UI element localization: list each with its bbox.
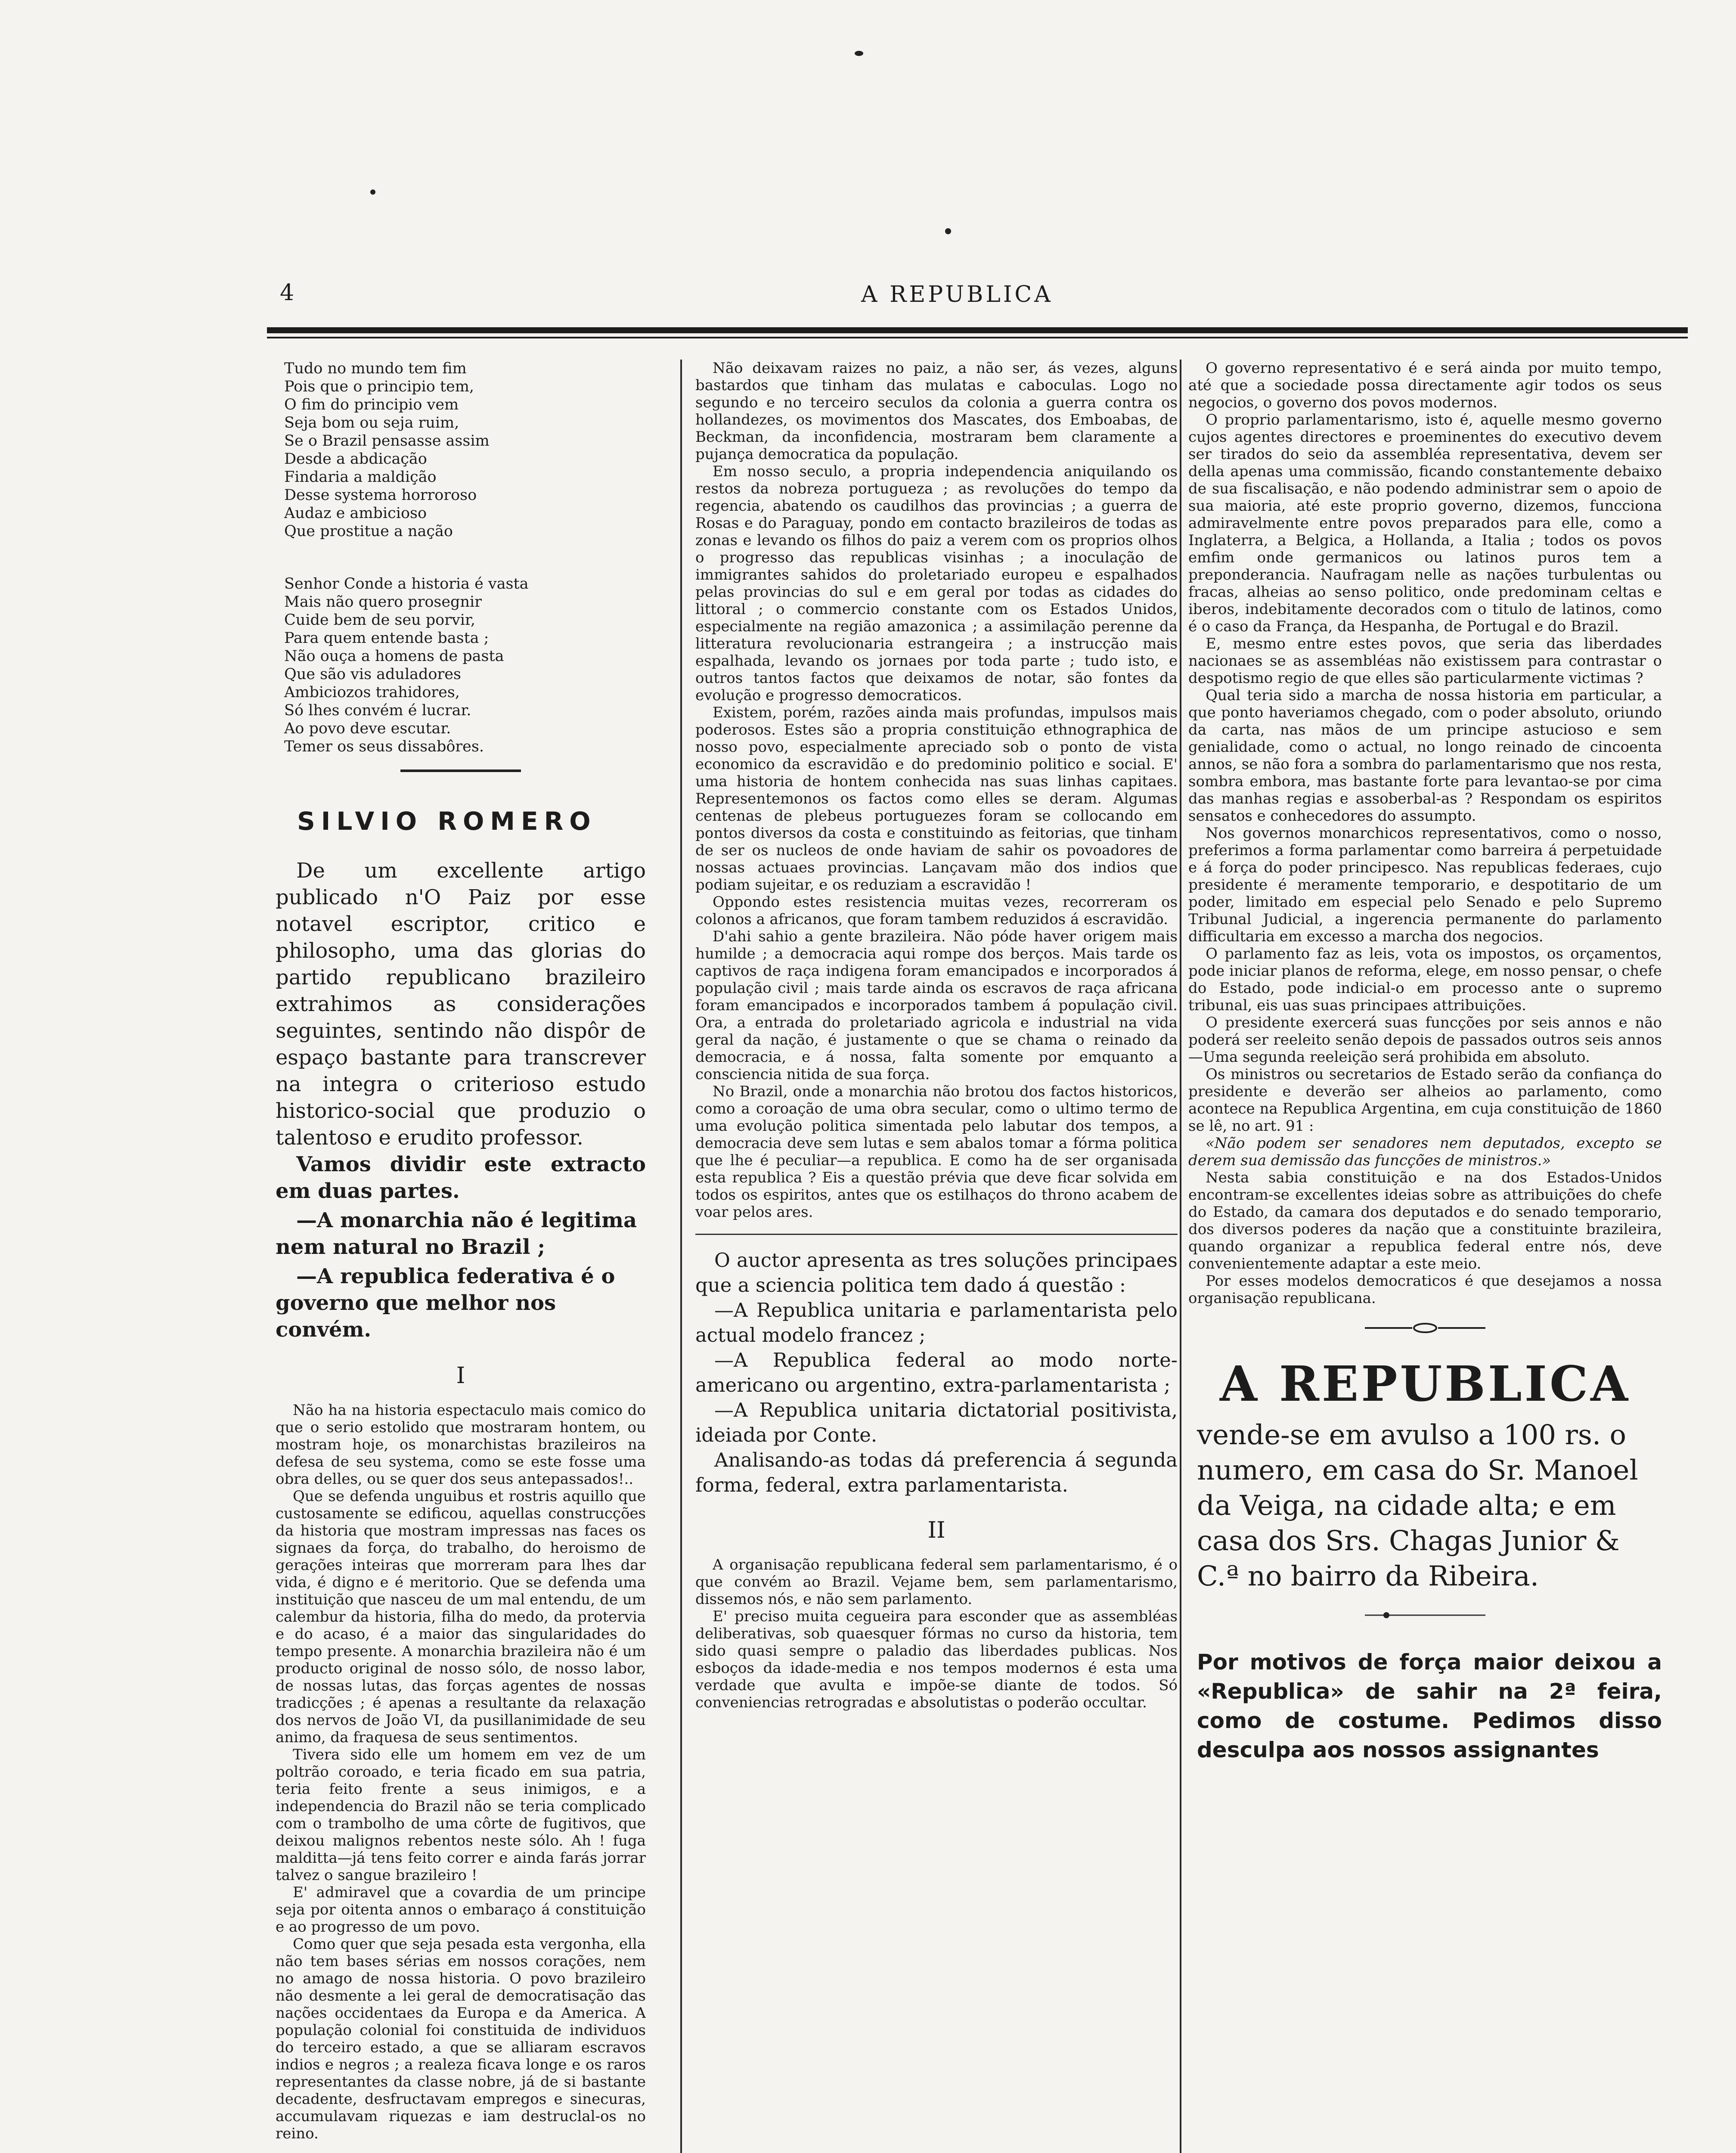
body-paragraph: E' admiravel que a covardia de um principe seja por oitenta annos o embaraço á constituição e ao progresso de um povo.	[276, 1884, 646, 1936]
solution-item: —A Republica federal ao modo norte-americano ou argentino, extra-parlamentarista ;	[695, 1349, 1178, 1396]
body-paragraph: Em nosso seculo, a propria independencia aniquilando os restos da nobreza portugueza ; as revoluções do tempo da regencia, abatendo os caudilhos das provincias ; a guerra de Rosas e do Paraguay, pondo em contacto brazileiros de todas as zonas e levando os filhos do paiz a verem com os proprios olhos o progresso das republicas visinhas ; a inoculação de immigrantes sahidos do proletariado europeu e espalhados pelas provincias do sul e em geral por todas as cidades do littoral ; o commercio constante com os Estados Unidos, especialmente na região amazonica ; a assimilação perenne da litteratura revolucionaria estrangeira ; a instrucção mais espalhada, levando os jornaes por toda parte ; tudo isto, e outros tantos factos que deixamos de notar, são fontes da evolução e progresso democraticos.	[695, 463, 1178, 704]
section-number: I	[456, 1363, 465, 1389]
header-rule	[267, 327, 1688, 333]
column-2	[695, 360, 1178, 2153]
poem-stanza: Tudo no mundo tem fim Pois que o principio tem, O fim do principio vem Seja bom ou seja ruim, Se o Brazil pensasse assim Desde a abdicação Findaria a maldição Desse systema horroroso Audaz e ambicioso Que prostitue a nação	[284, 360, 490, 540]
body-paragraph: Oppondo estes resistencia muitas vezes, recorreram os colonos a africanos, que foram tambem reduzidos á escravidão.	[695, 893, 1178, 928]
body-paragraph: Por esses modelos democraticos é que desejamos a nossa organisação republicana.	[1188, 1272, 1662, 1307]
article-intro: De um excellente artigo publicado n'O Paiz por esse notavel escriptor, critico e philosopho, uma das glorias do partido republicano brazileiro extrahimos as considerações seguintes, sentindo não dispôr de espaço bastante para transcrever na integra o criterioso estudo historico-social que produzio o talentoso e erudito professor.	[276, 859, 646, 1150]
article-author-heading: SILVIO ROMERO	[297, 807, 597, 836]
lead-paragraph: O auctor apresenta as tres soluções principaes que a sciencia politica tem dado á questão :	[695, 1249, 1178, 1297]
body-paragraph: E, mesmo entre estes povos, que seria das liberdades nacionaes se as assembléas não existissem para contrastar o despotismo regio de que elles são particularmente victimas ?	[1188, 635, 1662, 687]
body-paragraph: Qual teria sido a marcha de nossa historia em particular, a que ponto haveriamos chegado, com o poder absoluto, oriundo da carta, nas mãos de um principe astucioso e sem genialidade, como o actual, no longo reinado de cincoenta annos, se não fora a sombra do parlamentarismo que nos resta, sombra embora, mas bastante forte para levantao-se por cima das manhas regias e assoberbal-as ? Respondam os espiritos sensatos e conhecedores do assumpto.	[1188, 687, 1662, 825]
ink-speck	[945, 228, 951, 234]
body-paragraph: Existem, porém, razões ainda mais profundas, impulsos mais poderosos. Estes são a propria constituição ethnographica de nosso povo, especialmente apreciado sob o ponto de vista economico da escravidão e do predominio politico e social. E' uma historia de hontem conhecida nas suas linhas capitaes. Representemonos os factos como elles se deram. Algumas centenas de plebeus portuguezes foram se collocando em pontos diversos da costa e constituindo as feitorias, que tinham de ser os nucleos de onde haviam de sahir os povoadores de nossas actuaes provincias. Lançavam mão dos indios que podiam sujeitar, e os reduziam a escravidão !	[695, 704, 1178, 893]
ink-speck	[370, 189, 375, 195]
column-3	[1188, 360, 1662, 2153]
publisher-notice: Por motivos de força maior deixou a «Republica» de sahir na 2ª feira, como de costume. Pedimos disso desculpa aos nossos assignantes	[1197, 1650, 1662, 1762]
page-number: 4	[280, 280, 294, 306]
ornament-divider	[1188, 1606, 1662, 1626]
solution-item: —A Republica unitaria e parlamentarista pelo actual modelo francez ;	[695, 1299, 1178, 1346]
section-number: II	[927, 1517, 946, 1543]
body-paragraph: Que se defenda unguibus et rostris aquillo que custosamente se edificou, aquellas construcções da historia que mostram impressas nas faces os signaes da força, do trabalho, do heroismo de gerações inteiras que morreram para lhes dar vida, é digno e é meritorio. Que se defenda uma instituição que nasceu de um mal entendu, de um calembur da historia, filha do medo, da protervia e do acaso, é a maior das singularidades do tempo presente. A monarchia brazileira não é um producto original de nosso sólo, de nosso labor, de nossas lutas, das forças agentes de nossas tradicções ; é apenas a resultante da relaxação dos nervos de João VI, da pusillanimidade de seu animo, da fraquesa de seus sentimentos.	[276, 1488, 646, 1746]
solution-item: —A Republica unitaria dictatorial positivista, ideiada por Conte.	[695, 1399, 1178, 1446]
body-paragraph: Não deixavam raizes no paiz, a não ser, ás vezes, alguns bastardos que tinham das mulatas e caboculas. Logo no segundo e no terceiro seculos da colonia a guerra contra os hollandezes, os movimentos dos Mascates, dos Emboabas, de Beckman, da inconfidencia, mostraram bem claramente a pujança democratica da população.	[695, 360, 1178, 463]
advertisement-title: A REPUBLICA	[1219, 1356, 1631, 1412]
column-divider	[1180, 360, 1181, 2153]
advertisement-text: vende-se em avulso a 100 rs. o numero, em casa do Sr. Manoel da Veiga, na cidade alta; e em casa dos Srs. Chagas Junior & C.ª no bairro da Ribeira.	[1197, 1419, 1638, 1592]
column-1	[276, 360, 646, 2153]
constitution-quote: «Não podem ser senadores nem deputados, excepto se derem sua demissão das funcções de ministros.»	[1188, 1135, 1662, 1169]
thesis-item: —A monarchia não é legitima nem natural no Brazil ;	[276, 1208, 637, 1259]
ornament-icon	[1361, 1322, 1490, 1334]
ornament-divider	[1188, 1319, 1662, 1339]
body-paragraph: O governo representativo é e será ainda por muito tempo, até que a sociedade possa directamente agir todos os seus negocios, o governo dos povos modernos.	[1188, 360, 1662, 411]
column-divider	[680, 360, 682, 2153]
article-intro: Vamos dividir este extracto em duas partes.	[276, 1152, 646, 1203]
body-paragraph: O proprio parlamentarismo, isto é, aquelle mesmo governo cujos agentes directores e proeminentes do executivo devem ser tirados do seio da assembléa representativa, devem ser della apenas uma commissão, ficando constantemente debaixo de sua fiscalisação, e não podendo administrar sem o apoio de sua maioria, até este proprio governo, dizemos, funcciona admiravelmente entre povos preparados para elle, como a Inglaterra, a Belgica, a Hollanda, a Italia ; todos os povos emfim onde germanicos ou latinos puros tem a preponderancia. Naufragam nelle as nações turbulentas ou fracas, alheias ao senso politico, onde predominam celtas e iberos, indebitamente decorados com o titulo de latinos, como é o caso da França, da Hespanha, de Portugal e do Brazil.	[1188, 411, 1662, 635]
body-paragraph: Não ha na historia espectaculo mais comico do que o serio estolido que mostraram hontem, ou mostram hoje, os monarchistas brazileiros na defesa de seu systema, como se este fosse uma obra delles, ou se quer dos seus antepassados!..	[276, 1402, 646, 1488]
body-paragraph: O parlamento faz as leis, vota os impostos, os orçamentos, pode iniciar planos de reforma, elege, em nosso pensar, o chefe do Estado, pode indicial-o em processo ante o supremo tribunal, eis uas suas principaes attribuições.	[1188, 945, 1662, 1014]
section-divider	[695, 1234, 1178, 1235]
poem-stanza: Senhor Conde a historia é vasta Mais não quero prosegnir Cuide bem de seu porvir, Para quem entende basta ; Não ouça a homens de pasta Que são vis aduladores Ambiciozos trahidores, Só lhes convém é lucrar. Ao povo deve escutar. Temer os seus dissabôres.	[284, 575, 529, 755]
body-paragraph: O presidente exercerá suas funcções por seis annos e não poderá ser reeleito senão depois de passados outros seis annos—Uma segunda reeleição será prohibida em absoluto.	[1188, 1014, 1662, 1066]
body-paragraph: No Brazil, onde a monarchia não brotou dos factos historicos, como a coroação de uma obra secular, como o ultimo termo de uma evolução politica simentada pelo labutar dos tempos, a democracia deve sem lutas e sem abalos tomar a fórma politica que lhe é peculiar—a republica. E como ha de ser organisada esta republica ? Eis a questão prévia que deve ficar solvida em todos os espiritos, antes que os estilhaços do throno acabem de voar pelos ares.	[695, 1083, 1178, 1221]
masthead-title: A REPUBLICA	[861, 282, 1053, 307]
body-paragraph: A organisação republicana federal sem parlamentarismo, é o que convém ao Brazil. Vejame bem, sem parlamentarismo, dissemos nós, e não sem parlamento.	[695, 1556, 1178, 1608]
body-paragraph: Tivera sido elle um homem em vez de um poltrão coroado, e teria ficado em sua patria, teria feito frente a seus inimigos, e a independencia do Brazil não se teria complicado com o trambolho de uma côrte de fugitivos, que deixou malignos rebentos neste sólo. Ah ! fuga malditta—já tens feito correr e ainda farás jorrar talvez o sangue brazileiro !	[276, 1746, 646, 1884]
ink-speck	[855, 51, 863, 56]
body-paragraph: E' preciso muita cegueira para esconder que as assembléas deliberativas, sob quaesquer fórmas no curso da historia, tem sido quasi sempre o paladio das liberdades publicas. Nos esboços da idade-media e nos tempos modernos é esta uma verdade que avulta e impõe-se diante de todos. Só conveniencias retrogradas e absolutistas o poderão occultar.	[695, 1608, 1178, 1711]
body-paragraph: Nesta sabia constituição e na dos Estados-Unidos encontram-se excellentes ideias sobre as attribuições do chefe do Estado, da camara dos deputados e do senado temporario, dos diversos poderes da nação que a constituinte brazileira, quando organizar a republica federal entre nós, deve convenientemente adaptar a este meio.	[1188, 1169, 1662, 1272]
thesis-item: —A republica federativa é o governo que melhor nos convém.	[276, 1264, 615, 1342]
body-paragraph: Os ministros ou secretarios de Estado serão da confiança do presidente e deverão ser alheios ao parlamento, como acontece na Republica Argentina, em cuja constituição de 1860 se lê, no art. 91 :	[1188, 1066, 1662, 1135]
lead-paragraph: Analisando-as todas dá preferencia á segunda forma, federal, extra parlamentarista.	[695, 1449, 1178, 1496]
section-divider	[400, 769, 521, 772]
header-rule-thin	[267, 337, 1688, 338]
body-paragraph: Nos governos monarchicos representativos, como o nosso, preferimos a forma parlamentar como barreira á perpetuidade e á força do poder principesco. Nas republicas federaes, cujo presidente é meramente temporario, e despotitario de um poder, limitado em especial pelo Senado e pelo Supremo Tribunal Judicial, a ingerencia permanente do parlamento difficultaria em excesso a marcha dos negocios.	[1188, 825, 1662, 945]
body-paragraph: Como quer que seja pesada esta vergonha, ella não tem bases sérias em nossos corações, nem no amago de nossa historia. O povo brazileiro não desmente a lei geral de democratisação das nações occidentaes da Europa e da America. A população colonial foi constituida de individuos do terceiro estado, a que se alliaram escravos indios e negros ; a realeza ficava longe e os raros representantes da classe nobre, já de si bastante decadente, desfructavam empregos e sinecuras, accumulavam riquezas e iam destruclal-os no reino.	[276, 1936, 646, 2142]
body-paragraph: D'ahi sahio a gente brazileira. Não póde haver origem mais humilde ; a democracia aqui rompe dos berços. Mais tarde os captivos de raça indigena foram emancipados e incorporados á população civil ; mais tarde ainda os escravos de raça africana foram emancipados e incorporados tambem á população civil. Ora, a entrada do proletariado agricola e industrial na vida geral da nação, é justamente o que se chama o reinado da democracia, e á nossa, falta somente por emquanto a consciencia nitida de sua força.	[695, 928, 1178, 1083]
ornament-icon	[1361, 1609, 1490, 1622]
page-header	[280, 280, 1683, 314]
